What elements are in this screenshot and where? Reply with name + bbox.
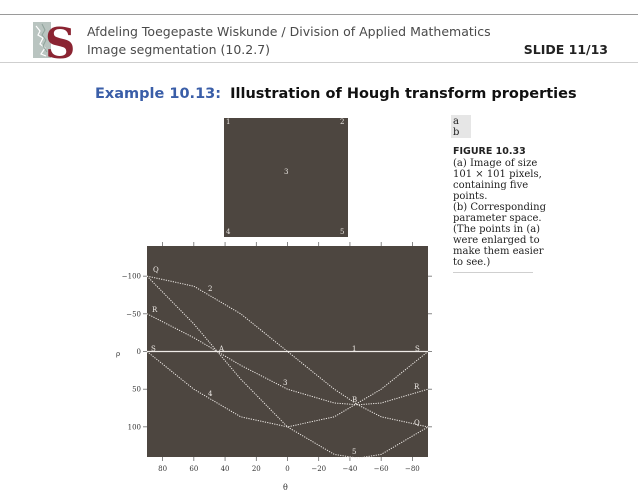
x-tick-label: 40 <box>220 465 230 473</box>
department-title: Afdeling Toegepaste Wiskunde / Division of Applied Mathematics <box>87 24 491 39</box>
curve-label: S <box>151 345 156 353</box>
caption-line: points. <box>453 191 488 202</box>
x-tick-label: −80 <box>404 465 420 473</box>
curve-label: S <box>415 345 420 353</box>
point-label-3: 3 <box>284 168 289 176</box>
point-label-4: 4 <box>226 228 231 236</box>
curve-label: Q <box>153 266 159 274</box>
caption-line: (The points in (a) <box>453 224 541 235</box>
x-tick-label: 0 <box>285 465 290 473</box>
y-tick-label: 0 <box>136 348 141 356</box>
y-tick-label: −50 <box>126 310 141 319</box>
curve-label: B <box>352 396 358 404</box>
point-label-1: 1 <box>226 118 231 126</box>
curve-label: Q <box>414 419 420 427</box>
section-title: Image segmentation (10.2.7) <box>87 42 271 57</box>
x-tick-label: −20 <box>311 465 327 473</box>
slide-counter: SLIDE 11/13 <box>523 42 608 57</box>
point-label-2: 2 <box>340 118 345 126</box>
caption-line: parameter space. <box>453 213 542 224</box>
caption-line: to see.) <box>453 257 491 268</box>
curve-label: 2 <box>208 285 213 293</box>
caption-line: make them easier <box>453 246 544 257</box>
caption-line: 101 × 101 pixels, <box>453 169 542 180</box>
panel-label-a: a <box>453 116 459 127</box>
caption-line: were enlarged to <box>453 235 540 246</box>
caption-line: (a) Image of size <box>453 158 538 169</box>
curve-label: A <box>219 345 225 353</box>
curve-label: R <box>414 383 420 391</box>
x-axis-label: θ <box>283 483 288 492</box>
example-title: Illustration of Hough transform properties <box>230 86 577 102</box>
x-tick-label: −60 <box>373 465 389 473</box>
curve-label: 4 <box>208 390 213 398</box>
curve-label: R <box>152 306 158 314</box>
x-tick-label: 80 <box>158 465 168 473</box>
y-tick-label: −100 <box>121 272 141 281</box>
y-axis-label: ρ <box>116 350 121 358</box>
logo-letter: S <box>45 19 75 62</box>
example-label: Example 10.13: <box>95 86 222 102</box>
point-label-5: 5 <box>340 228 345 236</box>
curve-label: 3 <box>283 379 288 387</box>
curve-label: 5 <box>352 448 357 456</box>
x-tick-label: 60 <box>189 465 199 473</box>
y-tick-label: 100 <box>127 423 141 432</box>
y-tick-label: 50 <box>132 385 141 394</box>
caption-line: (b) Corresponding <box>453 202 546 213</box>
panel-label-b: b <box>453 127 460 138</box>
x-tick-label: 20 <box>251 465 261 473</box>
figure-label: FIGURE 10.33 <box>453 146 526 157</box>
curve-label: 1 <box>352 345 357 353</box>
x-tick-label: −40 <box>342 465 358 473</box>
caption-line: containing five <box>453 180 529 191</box>
